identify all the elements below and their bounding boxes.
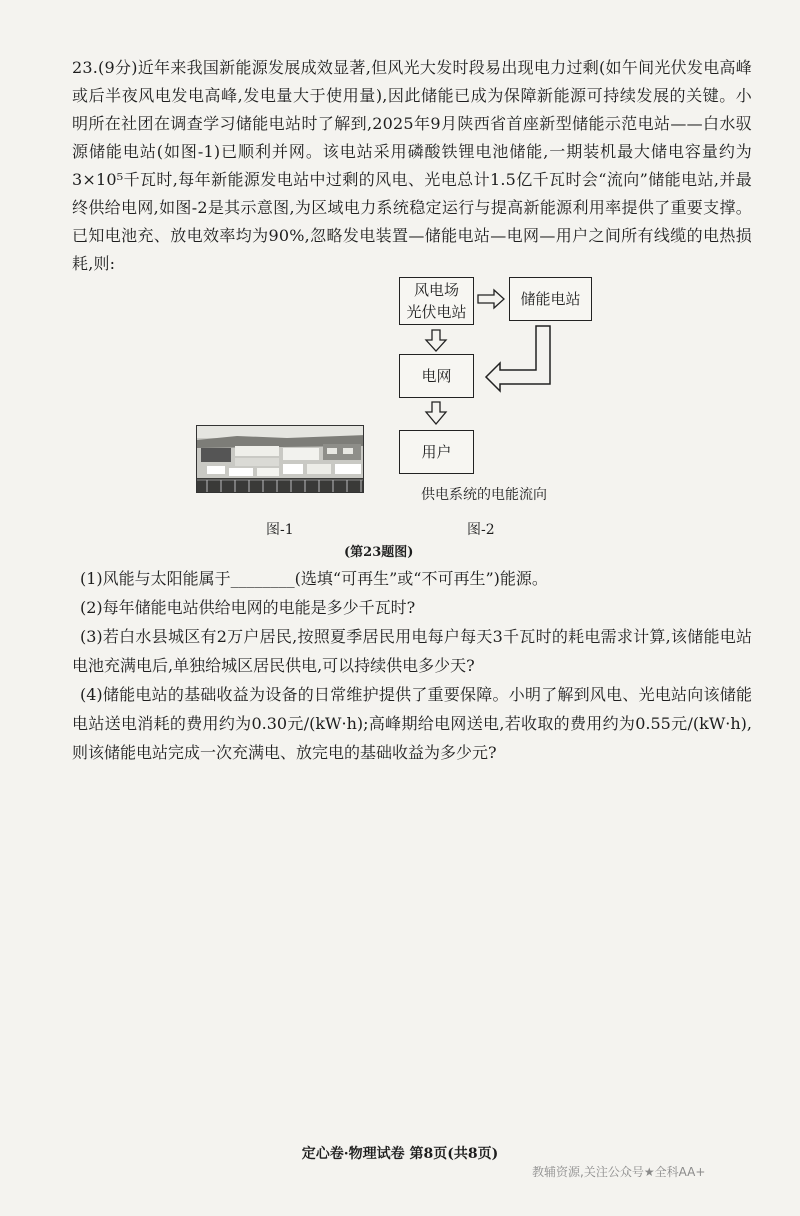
fig2-caption: 图-2 <box>467 522 495 538</box>
figure-group-caption: (第23题图) <box>344 545 414 560</box>
user-box <box>399 430 474 474</box>
solar-station-label: 光伏电站 <box>406 303 467 321</box>
wind-solar-box <box>399 277 474 325</box>
question-4: (4)储能电站的基础收益为设备的日常维护提供了重要保障。小明了解到风电、光电站向该储能电站送电消耗的费用约为0.30元/(kW·h);高峰期给电网送电,若收取的费用约为0.55元/(kW·h),则该储能电站完成一次充满电、放完电的基础收益为多少元? <box>72 685 752 762</box>
storage-box <box>509 277 592 321</box>
figure-area <box>0 0 800 560</box>
question-2: (2)每年储能电站供给电网的电能是多少千瓦时? <box>80 598 416 617</box>
flow-caption: 供电系统的电能流向 <box>421 487 547 503</box>
arrow-source-to-grid-icon <box>426 330 446 351</box>
user-label: 用户 <box>421 443 452 461</box>
fig1-caption: 图-1 <box>266 522 294 538</box>
arrow-storage-to-grid-icon <box>486 326 550 391</box>
problem-stem-text: (9分)近年来我国新能源发展成效显著,但风光大发时段易出现电力过剩(如午间光伏发电高峰或后半夜风电发电高峰,发电量大于使用量),因此储能已成为保障新能源可持续发展的关键。小明所在社团在调查学习储能电站时了解到,2025年9月陕西省首座新型储能示范电站——白水驭源储能电站(如图-1)已顺利并网。该电站采用磷酸铁锂电池储能,一期装机最大储电容量约为3×10⁵千瓦时,每年新能源发电站中过剩的风电、光电总计1.5亿千瓦时会“流向”储能电站,并最终供给电网,如图-2是其示意图,为区域电力系统稳定运行与提高新能源利用率提供了重要支撑。已知电池充、放电效率均为90%,忽略发电装置—储能电站—电网—用户之间所有线缆的电热损耗,则: <box>72 58 752 273</box>
watermark-text: 教辅资源,关注公众号★全科AA+ <box>532 1165 706 1179</box>
question-1: (1)风能与太阳能属于________(选填“可再生”或“不可再生”)能源。 <box>80 569 548 588</box>
question-list <box>72 564 752 767</box>
arrow-grid-to-user-icon <box>426 402 446 424</box>
question-3: (3)若白水县城区有2万户居民,按照夏季居民用电每户每天3千瓦时的耗电需求计算,该储能电站电池充满电后,单独给城区居民供电,可以持续供电多少天? <box>72 627 752 675</box>
grid-label: 电网 <box>421 367 452 385</box>
storage-label: 储能电站 <box>520 290 581 308</box>
wind-farm-label: 风电场 <box>413 281 459 299</box>
problem-number: 23. <box>72 58 99 77</box>
grid-box <box>399 354 474 398</box>
storage-station-photo <box>196 425 364 493</box>
arrow-source-to-storage-icon <box>478 290 504 308</box>
page-footer: 定心卷·物理试卷 第8页(共8页) <box>301 1146 499 1162</box>
